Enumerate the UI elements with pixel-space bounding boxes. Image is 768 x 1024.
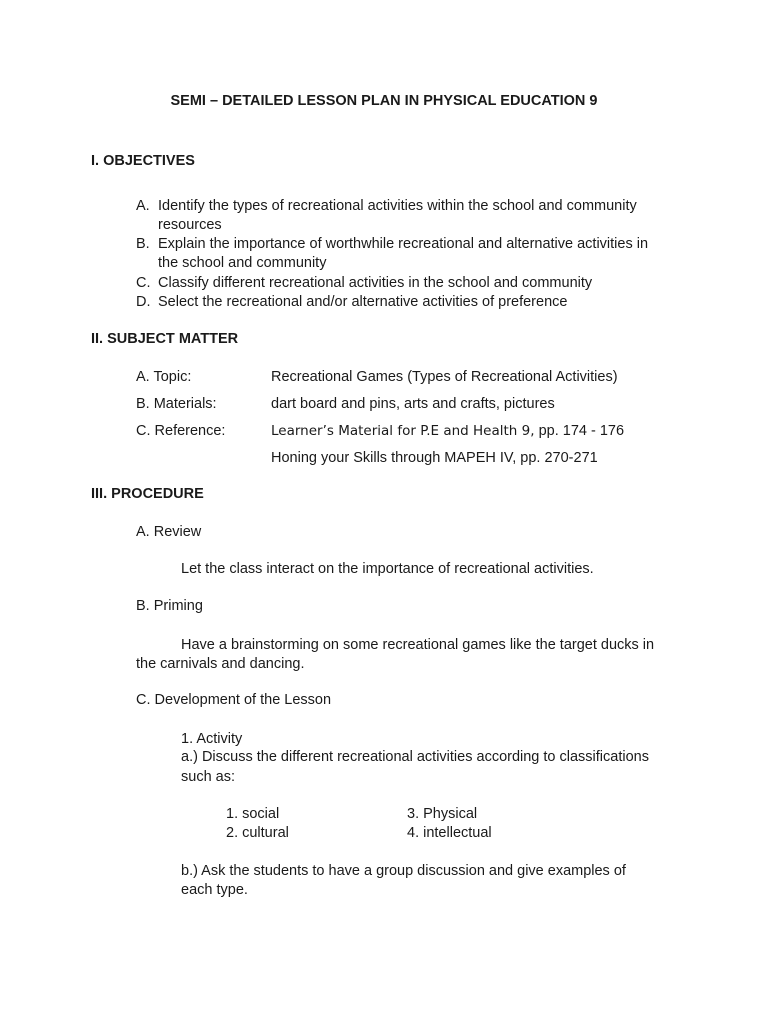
development-label: C. Development of the Lesson — [136, 692, 332, 708]
activity-b-line1: b.) Ask the students to have a group discussion and give examples of — [181, 863, 626, 879]
classification-intellectual: 4. intellectual — [407, 825, 492, 841]
objectives-heading: I. OBJECTIVES — [91, 153, 195, 169]
classification-cultural: 2. cultural — [226, 825, 289, 841]
objective-b-line2: the school and community — [158, 255, 327, 271]
materials-label: B. Materials: — [136, 396, 217, 412]
priming-label: B. Priming — [136, 598, 203, 614]
objective-marker-a: A. — [136, 198, 150, 214]
objective-marker-c: C. — [136, 275, 151, 291]
activity-b-line2: each type. — [181, 882, 248, 898]
review-label: A. Review — [136, 524, 202, 540]
objective-d-line1: Select the recreational and/or alternative activities of preference — [158, 294, 568, 310]
reference-value-2: Honing your Skills through MAPEH IV, pp. 270-271 — [271, 450, 598, 466]
materials-value: dart board and pins, arts and crafts, pictures — [271, 396, 555, 412]
document-title: SEMI – DETAILED LESSON PLAN IN PHYSICAL EDUCATION 9 — [170, 93, 598, 109]
review-text: Let the class interact on the importance of recreational activities. — [181, 561, 594, 577]
priming-text-line1: Have a brainstorming on some recreational games like the target ducks in — [181, 637, 655, 653]
topic-value: Recreational Games (Types of Recreational Activities) — [271, 369, 618, 385]
reference-pages: pp. 174 - 176 — [534, 423, 625, 439]
priming-text-line2: the carnivals and dancing. — [136, 656, 305, 672]
objective-a-line2: resources — [158, 217, 222, 233]
procedure-heading: III. PROCEDURE — [91, 486, 204, 502]
topic-label: A. Topic: — [136, 369, 192, 385]
objective-marker-d: D. — [136, 294, 151, 310]
activity-a-line1: a.) Discuss the different recreational activities according to classifications — [181, 749, 649, 765]
objective-b-line1: Explain the importance of worthwhile recreational and alternative activities in — [158, 236, 649, 252]
objective-a-line1: Identify the types of recreational activities within the school and community — [158, 198, 637, 214]
objective-c-line1: Classify different recreational activities in the school and community — [158, 275, 593, 291]
activity-label: 1. Activity — [181, 731, 243, 747]
classification-social: 1. social — [226, 806, 280, 822]
objective-marker-b: B. — [136, 236, 150, 252]
classification-physical: 3. Physical — [407, 806, 478, 822]
subject-matter-heading: II. SUBJECT MATTER — [91, 331, 239, 347]
reference-label: C. Reference: — [136, 423, 226, 439]
reference-book-title: Learner’s Material for P.E and Health 9, — [271, 423, 535, 439]
activity-a-line2: such as: — [181, 769, 235, 785]
reference-value-1 — [271, 422, 624, 441]
